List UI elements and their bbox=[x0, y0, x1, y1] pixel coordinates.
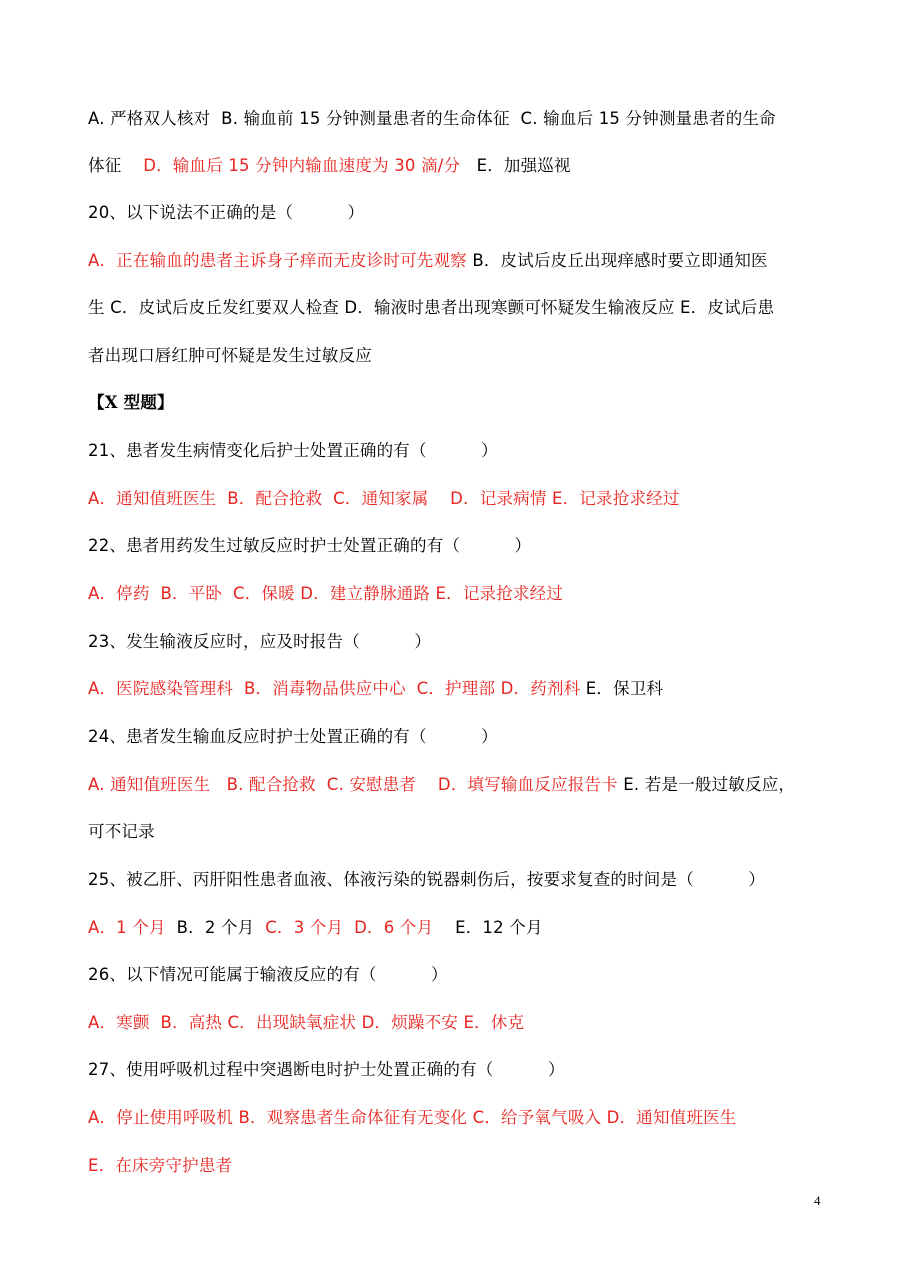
answer-text: A. 通知值班医生 B. 配合抢救 C. 安慰患者 D．填写输血反应报告卡 bbox=[88, 775, 618, 794]
text-line bbox=[88, 107, 776, 131]
answer-text: A．1 个月 bbox=[88, 918, 166, 937]
answer-text: A．通知值班医生 B．配合抢救 C．通知家属 D．记录病情 E．记录抢求经过 bbox=[88, 489, 680, 508]
text-line bbox=[88, 487, 680, 511]
text-line bbox=[88, 1154, 232, 1178]
text-line bbox=[88, 916, 543, 940]
question-text: 24、患者发生输血反应时护士处置正确的有（ ） bbox=[88, 727, 498, 746]
text-line bbox=[88, 534, 531, 558]
question-text: 生 C．皮试后皮丘发红要双人检查 D．输液时患者出现寒颤可怀疑发生输液反应 E．皮试后患 bbox=[88, 298, 775, 317]
text-line bbox=[88, 677, 663, 701]
text-line bbox=[88, 1011, 524, 1035]
question-text: 27、使用呼吸机过程中突遇断电时护士处置正确的有（ ） bbox=[88, 1060, 565, 1079]
question-text: E．加强巡视 bbox=[460, 156, 571, 175]
text-line bbox=[88, 868, 765, 892]
question-text: E．12 个月 bbox=[433, 918, 543, 937]
answer-text: A．正在输血的患者主诉身子痒而无皮诊时可先观察 bbox=[88, 251, 467, 270]
page-number: 4 bbox=[814, 1193, 821, 1208]
question-text: 者出现口唇红肿可怀疑是发生过敏反应 bbox=[88, 346, 372, 365]
answer-text: D．输血后 15 分钟内输血速度为 30 滴/分 bbox=[143, 156, 461, 175]
question-text: A. 严格双人核对 B. 输血前 15 分钟测量患者的生命体征 C. 输血后 15 分钟测量患者的生命 bbox=[88, 109, 776, 128]
text-line bbox=[88, 725, 498, 749]
answer-text: E．在床旁守护患者 bbox=[88, 1156, 233, 1175]
question-text: 体征 bbox=[88, 156, 144, 175]
answer-text: A．医院感染管理科 B．消毒物品供应中心 C．护理部 D．药剂科 bbox=[88, 679, 581, 698]
text-line bbox=[88, 439, 498, 463]
text-line bbox=[88, 201, 364, 225]
question-text: 22、患者用药发生过敏反应时护士处置正确的有（ ） bbox=[88, 536, 532, 555]
text-line bbox=[88, 630, 431, 654]
answer-text: A．寒颤 B．高热 C．出现缺氧症状 D．烦躁不安 E．休克 bbox=[88, 1013, 525, 1032]
question-text: 21、患者发生病情变化后护士处置正确的有（ ） bbox=[88, 441, 498, 460]
question-text: 可不记录 bbox=[88, 822, 155, 841]
text-line bbox=[88, 820, 155, 844]
question-text: 26、以下情况可能属于输液反应的有（ ） bbox=[88, 965, 448, 984]
section-heading bbox=[88, 391, 174, 415]
text-line bbox=[88, 963, 448, 987]
text-line bbox=[88, 249, 768, 273]
text-line bbox=[88, 344, 372, 368]
answer-text: A．停止使用呼吸机 B．观察患者生命体征有无变化 C．给予氧气吸入 D．通知值班医生 bbox=[88, 1108, 737, 1127]
answer-text: A．停药 B．平卧 C．保暖 D．建立静脉通路 E．记录抢求经过 bbox=[88, 584, 564, 603]
question-text: 23、发生输液反应时，应及时报告（ ） bbox=[88, 632, 432, 651]
text-line bbox=[88, 296, 774, 320]
question-text: B．皮试后皮丘出现痒感时要立即通知医 bbox=[466, 251, 768, 270]
answer-text: C．3 个月 D．6 个月 bbox=[265, 918, 434, 937]
question-text: B．2 个月 bbox=[165, 918, 266, 937]
question-text: E. 若是一般过敏反应， bbox=[617, 775, 796, 794]
text-line bbox=[88, 1106, 736, 1130]
question-text: E．保卫科 bbox=[580, 679, 664, 698]
question-text: 20、以下说法不正确的是（ ） bbox=[88, 203, 365, 222]
question-text: 【X 型题】 bbox=[88, 393, 174, 412]
text-line bbox=[88, 1058, 565, 1082]
text-line bbox=[88, 773, 795, 797]
question-text: 25、被乙肝、丙肝阳性患者血液、体液污染的锐器刺伤后，按要求复查的时间是（ ） bbox=[88, 870, 766, 889]
text-line bbox=[88, 154, 571, 178]
text-line bbox=[88, 582, 563, 606]
